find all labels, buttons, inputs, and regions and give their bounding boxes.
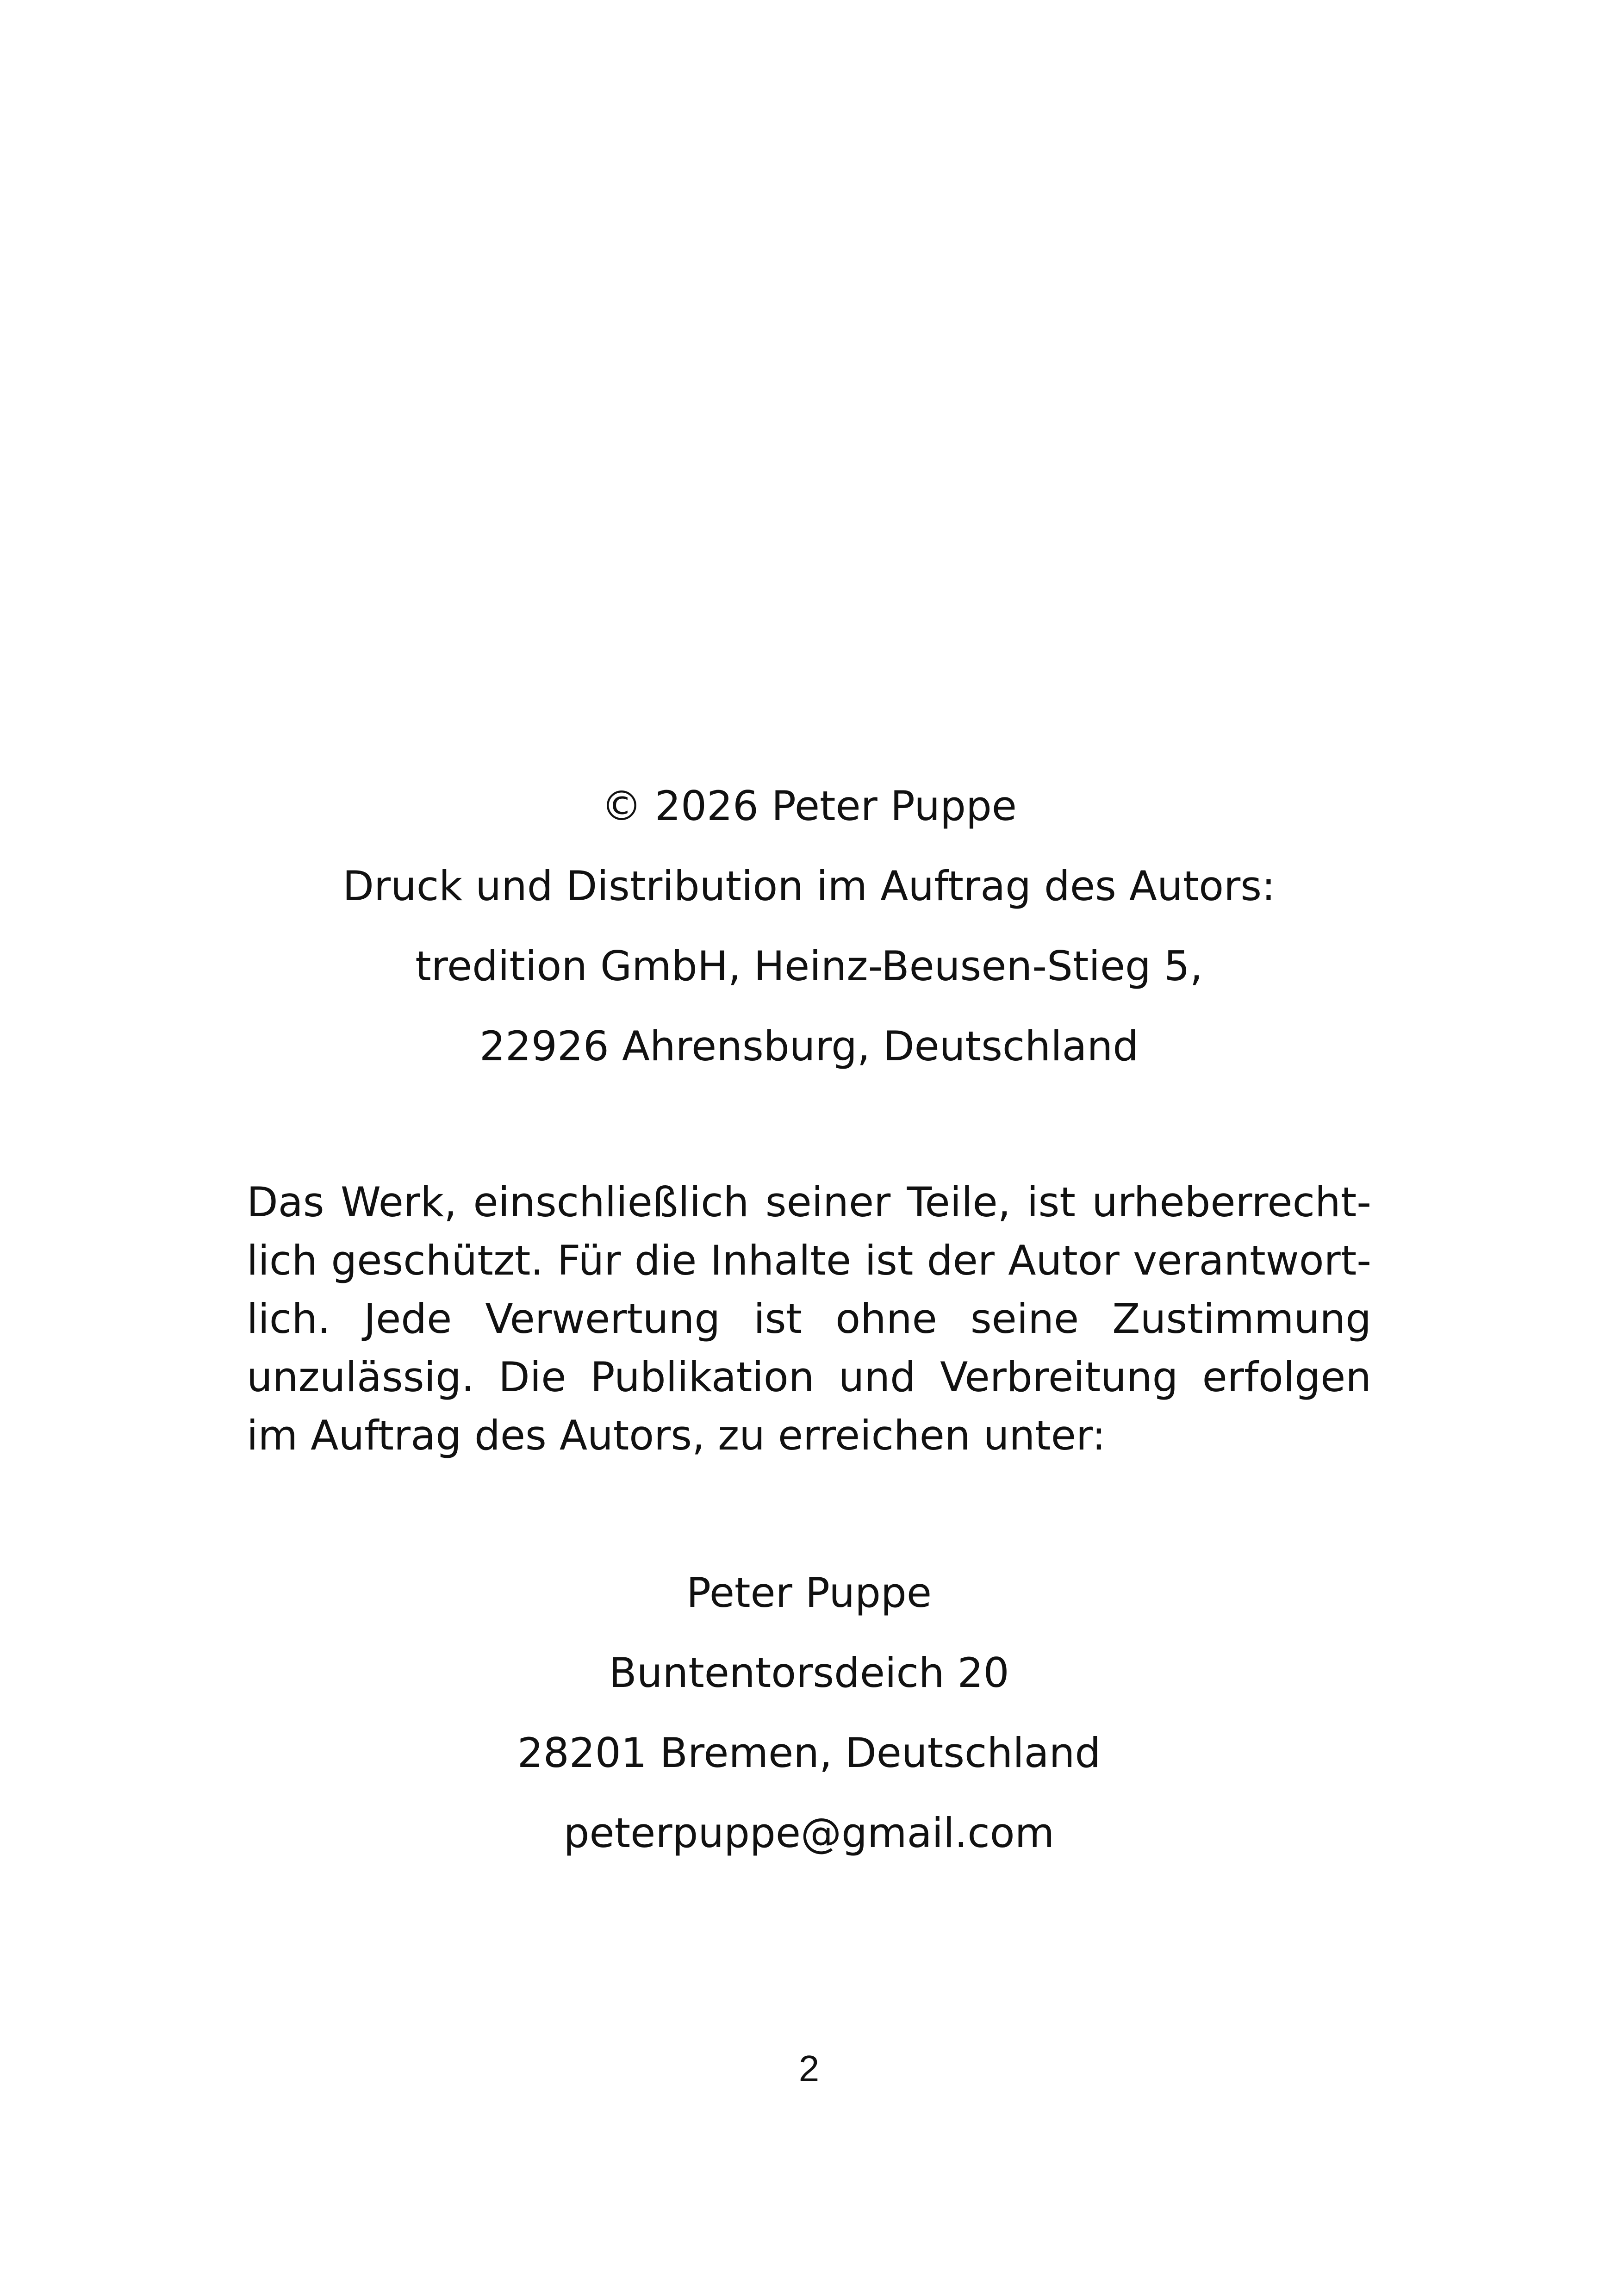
copyright-notice-paragraph: Das Werk, einschließlich seiner Teile, ist urheberrechtlich geschützt. Für die Inhalte ist der Autor verantwortlich. Jede Verwertung ist ohne seine Zustimmung unzulässig. Die Publikation und Verbreitung erfolgen im Auftrag des Autors, zu erreichen unter: [247,1178,1371,1459]
copyright-line: © 2026 Peter Puppe [601,782,1017,830]
author-email: peterpuppe@gmail.com [563,1809,1055,1857]
publisher-city-line: 22926 Ahrensburg, Deutschland [479,1022,1139,1070]
author-name: Peter Puppe [686,1569,932,1617]
print-distribution-line: Druck und Distribution im Auftrag des Autors: [342,862,1276,910]
publisher-street-line: tredition GmbH, Heinz-Beusen-Stieg 5, [415,942,1203,990]
publisher-imprint [0,766,1618,1086]
author-street: Buntentorsdeich 20 [609,1649,1009,1697]
author-city: 28201 Bremen, Deutschland [517,1729,1101,1777]
author-contact [0,1553,1618,1873]
page-number: 2 [798,2048,820,2089]
